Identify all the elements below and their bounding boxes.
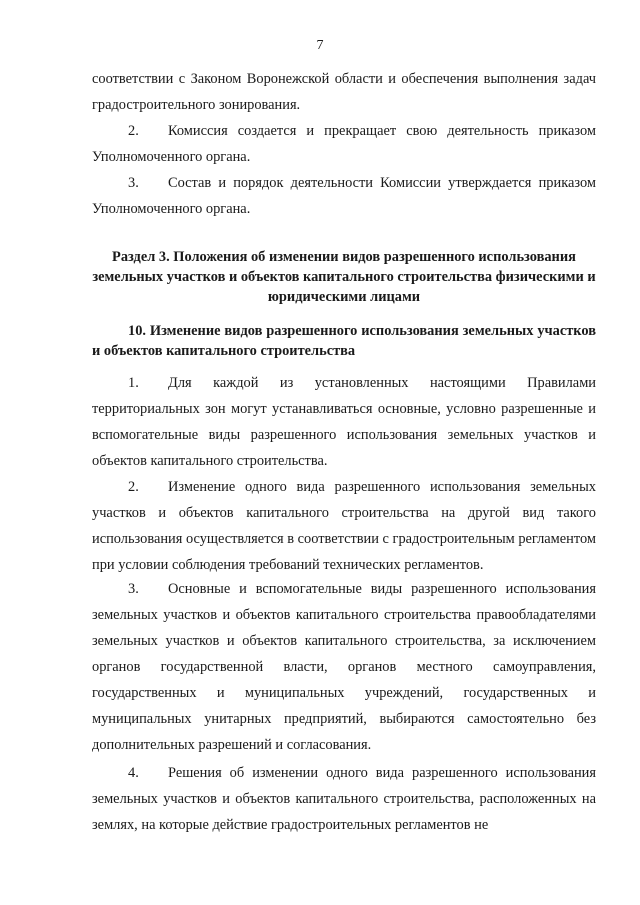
page-number: 7 xyxy=(316,38,324,53)
item-text: Комиссия создается и прекращает свою деятельность приказом Уполномоченного органа. xyxy=(92,123,596,165)
item-number: 2. xyxy=(128,479,139,495)
item-text: Для каждой из установленных настоящими Правилами территориальных зон могут устанавливаться основные, условно разрешенные и вспомогательные виды разрешенного использования земельных участков и объектов капитального строительства. xyxy=(92,375,596,469)
item-number: 1. xyxy=(128,375,139,391)
item-text: Состав и порядок деятельности Комиссии утверждается приказом Уполномоченного органа. xyxy=(92,175,596,217)
item-text: Изменение одного вида разрешенного использования земельных участков и объектов капитального строительства на другой вид такого использования осуществляется в соответствии с градостроительным регламентом при условии соблюдения требований технических регламентов. xyxy=(92,479,596,573)
section-heading: Раздел 3. Положения об изменении видов разрешенного использования земельных участков и объектов капитального строительства физическими и юридическими лицами xyxy=(92,249,596,305)
paragraph-item-2 xyxy=(92,474,596,578)
paragraph-item-3 xyxy=(92,576,596,758)
paragraph-item-3-top xyxy=(92,170,596,222)
item-text: Основные и вспомогательные виды разрешенного использования земельных участков и объектов капитального строительства правообладателями земельных участков и объектов капитального строительства, за исключением органов государственной власти, органов местного самоуправления, государственных и муниципальных учреждений, государственных и муниципальных унитарных предприятий, выбираются самостоятельно без дополнительных разрешений и согласования. xyxy=(92,581,596,753)
paragraph-item-4 xyxy=(92,760,596,838)
item-number: 4. xyxy=(128,765,139,781)
paragraph-item-2-top xyxy=(92,118,596,170)
intro-paragraph: соответствии с Законом Воронежской области и обеспечения выполнения задач градостроительного зонирования. xyxy=(92,71,596,113)
item-number: 2. xyxy=(128,123,139,139)
paragraph-item-1 xyxy=(92,370,596,474)
item-number: 3. xyxy=(128,175,139,191)
item-number: 3. xyxy=(128,581,139,597)
item-text: Решения об изменении одного вида разрешенного использования земельных участков и объектов капитального строительства, расположенных на землях, на которые действие градостроительных регламентов не xyxy=(92,765,596,833)
article-heading: 10. Изменение видов разрешенного использования земельных участков и объектов капитального строительства xyxy=(92,323,596,359)
